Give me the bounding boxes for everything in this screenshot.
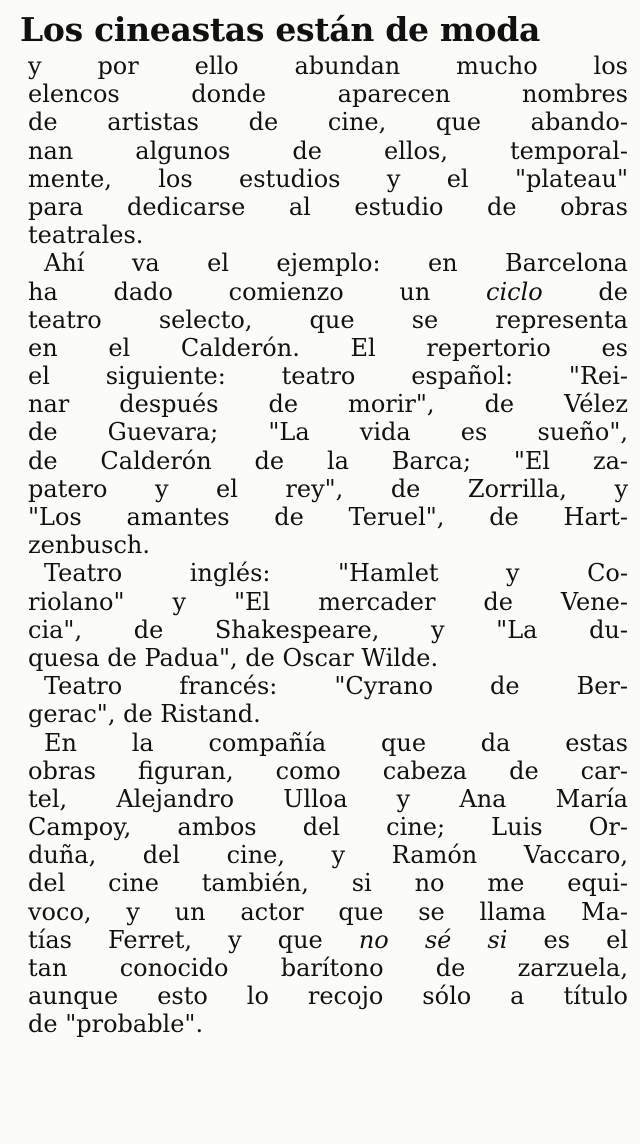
article-line: tías Ferret, y que no sé si es el	[28, 925, 628, 954]
article-line: tel, Alejandro Ulloa y Ana María	[28, 784, 628, 813]
article-headline: Los cineastas están de moda	[20, 10, 541, 49]
article-line: patero y el rey", de Zorrilla, y	[28, 474, 628, 503]
article-line: nar después de morir", de Vélez	[28, 390, 628, 419]
article-line: nan algunos de ellos, temporal-	[28, 136, 628, 165]
article-line: para dedicarse al estudio de obras	[28, 192, 628, 221]
italic-word: no sé si	[358, 925, 508, 954]
article-line: de Calderón de la Barca; "El za-	[28, 446, 628, 475]
article-line: tan conocido barítono de zarzuela,	[28, 954, 628, 982]
article-line: voco, y un actor que se llama Ma-	[28, 897, 628, 926]
article-line: aunque esto lo recojo sólo a título	[28, 982, 628, 1011]
article-line: Teatro inglés: "Hamlet y Co-	[44, 559, 628, 588]
article-line: de artistas de cine, que abando-	[28, 108, 628, 137]
article-line: del cine también, si no me equi-	[28, 869, 628, 898]
article-line: obras figuran, como cabeza de car-	[28, 756, 628, 785]
article-line: de "probable".	[28, 1010, 204, 1039]
article-line: en el Calderón. El repertorio es	[28, 333, 628, 362]
article-body	[28, 52, 628, 1039]
article-line: Ahí va el ejemplo: en Barcelona	[44, 249, 628, 278]
article-line: y por ello abundan mucho los	[28, 52, 628, 80]
article-line: de Guevara; "La vida es sueño",	[28, 418, 628, 447]
article-line: quesa de Padua", de Oscar Wilde.	[28, 643, 439, 672]
article-line: teatrales.	[28, 221, 144, 250]
article-line: cia", de Shakespeare, y "La du-	[28, 615, 628, 644]
article-line: gerac", de Ristand.	[28, 700, 261, 729]
article-line: riolano" y "El mercader de Vene-	[28, 587, 628, 616]
article-line: el siguiente: teatro español: "Rei-	[28, 362, 628, 391]
article-line: Teatro francés: "Cyrano de Ber-	[44, 672, 628, 701]
article-line: mente, los estudios y el "plateau"	[28, 164, 628, 193]
article-line: teatro selecto, que se representa	[28, 305, 628, 334]
article-line: "Los amantes de Teruel", de Hart-	[28, 503, 628, 531]
article-line: duña, del cine, y Ramón Vaccaro,	[28, 841, 628, 870]
article-line: En la compañía que da estas	[44, 728, 628, 757]
article-line: Campoy, ambos del cine; Luis Or-	[28, 813, 628, 842]
article-line: elencos donde aparecen nombres	[28, 80, 628, 109]
article-line: ha dado comienzo un ciclo de	[28, 277, 628, 306]
italic-word: ciclo	[486, 277, 543, 306]
article-line: zenbusch.	[28, 531, 150, 560]
